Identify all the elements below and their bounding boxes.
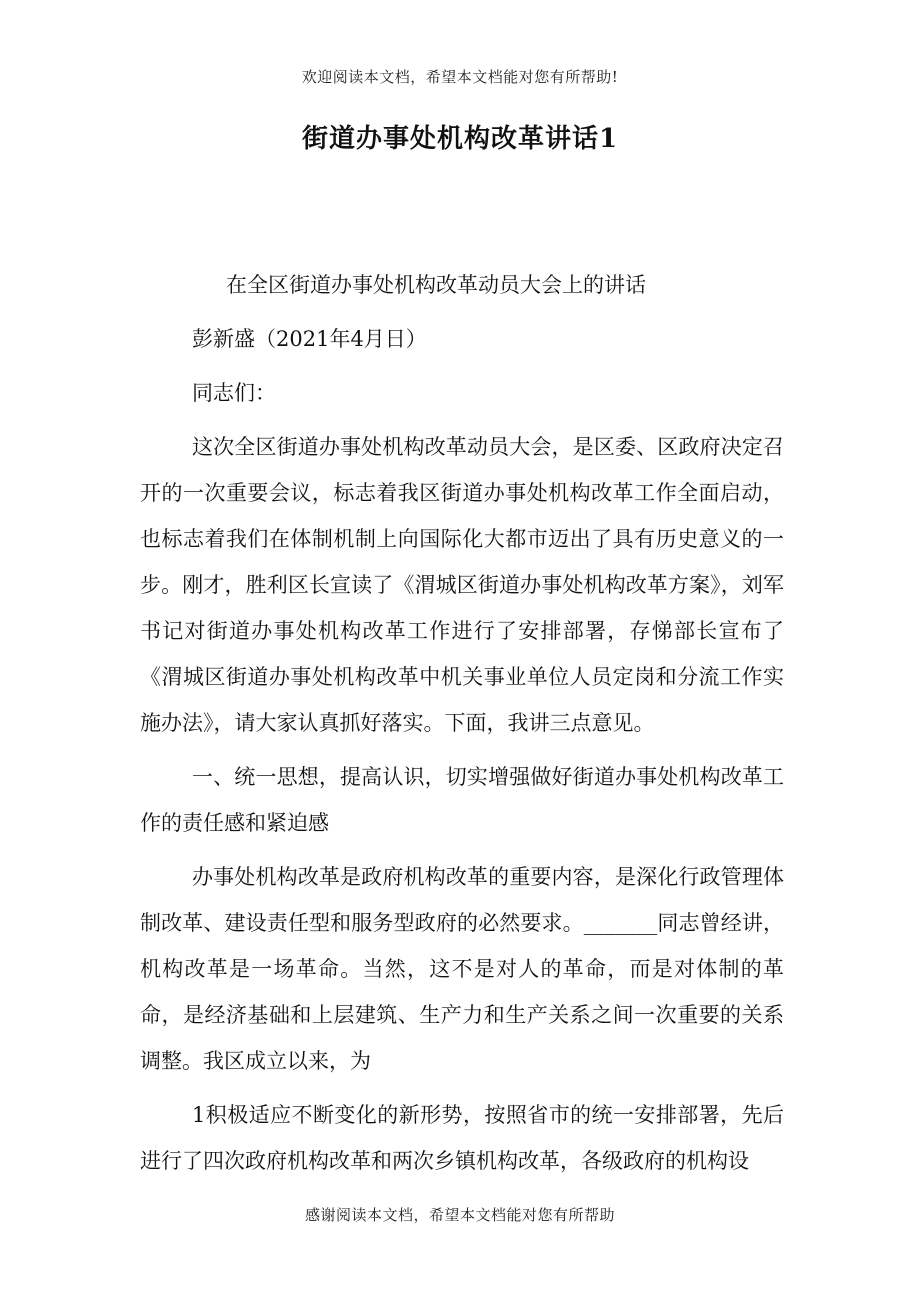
salutation: 同志们：: [192, 381, 276, 405]
footer-note: 感谢阅读本文档，希望本文档能对您有所帮助: [304, 1206, 615, 1224]
speech-subtitle: 在全区街道办事处机构改革动员大会上的讲话: [226, 273, 646, 297]
document-body: [140, 262, 784, 1192]
section-heading-1: 一、统一思想，提高认识，切实增强做好街道办事处机构改革工作的责任感和紧迫感: [140, 765, 784, 835]
header-note: 欢迎阅读本文档，希望本文档能对您有所帮助!: [301, 68, 619, 86]
paragraph-2: 办事处机构改革是政府机构改革的重要内容，是深化行政管理体制改革、建设责任型和服务型政府的必然要求。_______同志曾经讲，机构改革是一场革命。当然，这不是对人的革命，而是对体制的革命，是经济基础和上层建筑、生产力和生产关系之间一次重要的关系调整。我区成立以来，为: [140, 865, 784, 1073]
author-line: 彭新盛（2021年4月日）: [192, 327, 427, 351]
paragraph-3: 1积极适应不断变化的新形势，按照省市的统一安排部署，先后进行了四次政府机构改革和两次乡镇机构改革，各级政府的机构设: [140, 1103, 784, 1173]
document-title: 街道办事处机构改革讲话1: [301, 124, 619, 154]
paragraph-1: 这次全区街道办事处机构改革动员大会，是区委、区政府决定召开的一次重要会议，标志着我区街道办事处机构改革工作全面启动，也标志着我们在体制机制上向国际化大都市迈出了具有历史意义的一步。刚才，胜利区长宣读了《渭城区街道办事处机构改革方案》，刘军书记对街道办事处机构改革工作进行了安排部署，存悌部长宣布了《渭城区街道办事处机构改革中机关事业单位人员定岗和分流工作实施办法》，请大家认真抓好落实。下面，我讲三点意见。: [140, 435, 784, 735]
